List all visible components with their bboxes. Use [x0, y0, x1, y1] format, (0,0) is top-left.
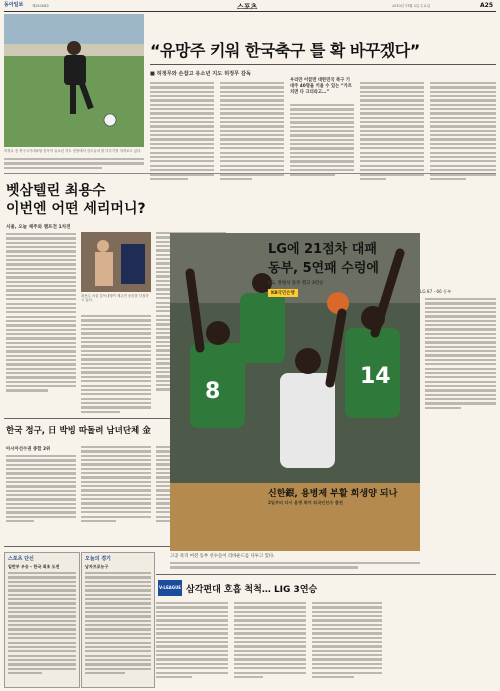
lg-col-1 [425, 298, 496, 409]
feature-left-headline-1: 벳삼텔린 최용수 [6, 183, 106, 199]
schedule-box [81, 552, 155, 688]
top-col-3 [290, 104, 354, 176]
masthead-paper-name: 동아일보 [4, 2, 24, 8]
small-box-left [4, 552, 80, 688]
volley-col-1 [156, 602, 228, 678]
feature-left-col-2 [81, 315, 151, 413]
lg-score: LG 87 - 66 동부 [420, 289, 452, 294]
top-photo [4, 14, 144, 147]
top-col-5 [430, 82, 496, 180]
vleague-label: V-LEAGUE [158, 580, 182, 596]
top-section-rule [4, 173, 496, 174]
small-box-left-title: 스포츠 단신 [8, 556, 34, 562]
top-subhead: ■ 허정무와 손잡고 유소년 지도 허정무 감독 [150, 71, 251, 77]
schedule-box-title: 오늘의 경기 [85, 556, 111, 562]
big-photo-caption: 고공 폭격 여전 동부 선수들이 리바운드를 다투고 있다. [170, 554, 275, 559]
masthead-issue: 제28364호 [32, 4, 50, 8]
svg-text:14: 14 [360, 364, 391, 389]
volley-headline: 삼각편대 호흡 척척… LIG 3연승 [186, 585, 318, 595]
top-headline: “유망주 키워 한국축구 틀 확 바꾸겠다” [150, 41, 420, 60]
volley-col-2 [234, 602, 306, 678]
top-photo-caption-lines [4, 158, 144, 169]
small-box-left-lines [8, 572, 76, 674]
feature-left-headline-2: 이번엔 어떤 세리머니? [6, 201, 146, 217]
masthead-page: A25 [480, 2, 493, 9]
top-photo-caption: 허정무 전 축구국가대표팀 감독이 유소년 지도 현장에서 선수들의 볼 다루기를 지켜보고 있다. [4, 149, 142, 153]
big-photo-caption-lines [170, 562, 420, 569]
feature-left-kicker: 서울, 오늘 제주와 챔프전 1차전 [6, 225, 71, 230]
jeonggu-headline: 한국 정구, 日 박빙 따돌려 남녀단체 金 [6, 426, 151, 436]
masthead-date: 2010년 11월 3일 수요일 [392, 4, 430, 8]
top-headline-rule [150, 64, 496, 65]
shinhan-headline: 신한銀, 용병제 부활 희생양 되나 [268, 489, 398, 499]
top-col-1 [150, 82, 214, 180]
feature-left-col-1 [6, 233, 76, 392]
small-box-left-heading: 일반부 우승 – 한국 최초 도전 [8, 564, 60, 569]
jeonggu-col-2 [81, 446, 151, 522]
feature-left-photo-caption: 최용수 서울 감독대행이 제주전 승리를 다짐하고 있다. [81, 294, 149, 303]
lg-headline-1: LG에 21점차 대패 [268, 242, 377, 257]
kb-label: KB국민은행 [268, 289, 298, 297]
volley-rule [156, 574, 496, 575]
jeonggu-col-1 [6, 455, 76, 522]
top-col-4 [360, 82, 424, 180]
masthead-rule [4, 11, 496, 12]
volley-col-3 [312, 602, 382, 678]
svg-text:8: 8 [205, 379, 221, 404]
lg-headline-2: 동부, 5연패 수렁에 [268, 261, 379, 276]
lg-kicker: LG, 창원서 동부 꺾고 3연승 [268, 281, 324, 286]
shinhan-sub: 2일부터 다시 용병 뛰어 외국인선수 출전 [268, 500, 343, 505]
masthead-section: 스포츠 [237, 3, 258, 11]
feature-left-photo [81, 232, 151, 292]
top-quote-box: 우리만 이끌면 대한민국 축구 기대주 40명을 키울 수 있는 “가르치면 다 크더라고…” [290, 78, 352, 95]
schedule-box-lines [85, 572, 151, 674]
jeonggu-sub: 아시아선수권 종합 2위 [6, 447, 51, 452]
schedule-box-heading: 남자프로농구 [85, 564, 109, 569]
top-col-2 [220, 82, 284, 180]
